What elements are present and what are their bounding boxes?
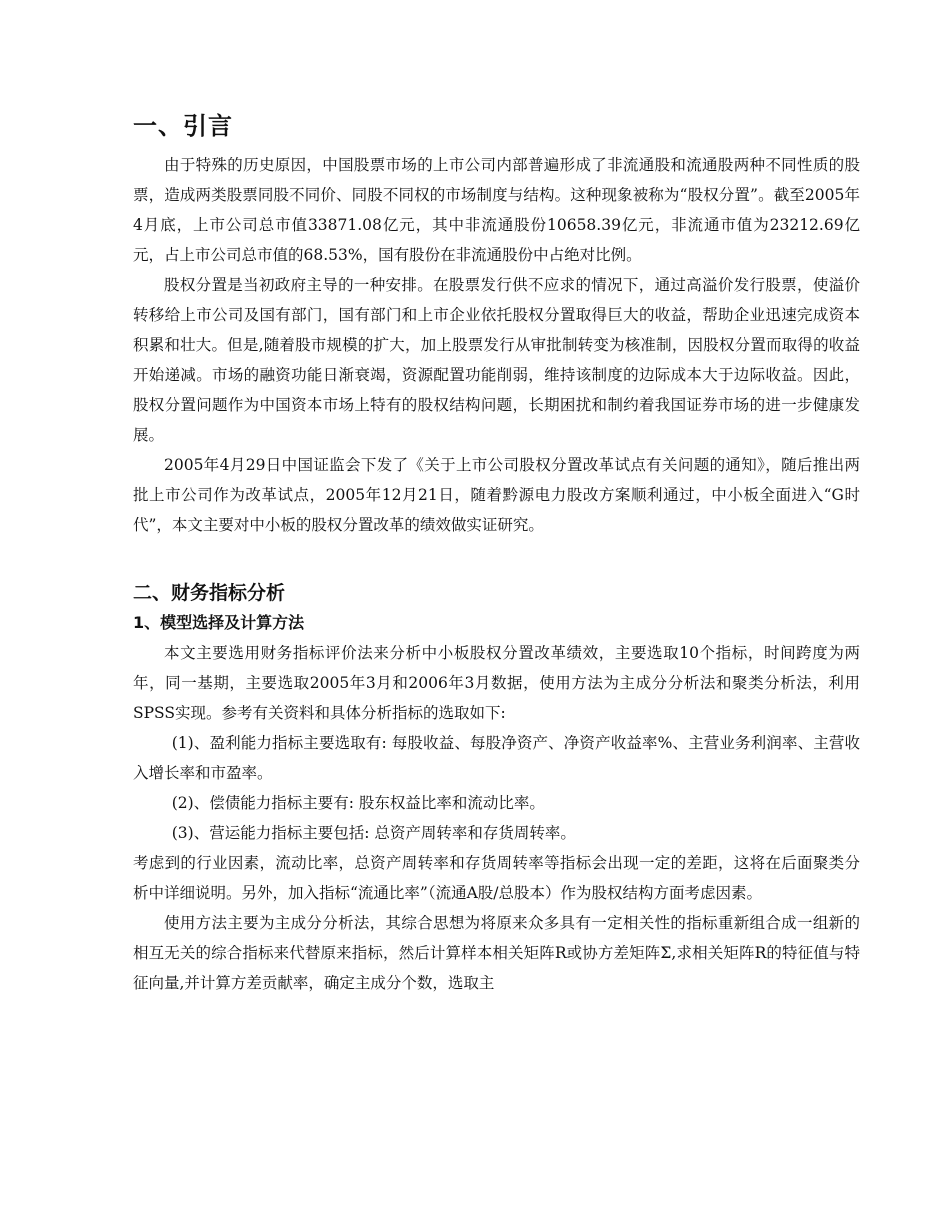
method-intro-paragraph: 本文主要选用财务指标评价法来分析中小板股权分置改革绩效，主要选取10个指标，时间跨度为两年，同一基期，主要选取2005年3月和2006年3月数据，使用方法为主成分分析法和聚类分析法，利用SPSS实现。参考有关资料和具体分析指标的选取如下: [133,644,860,722]
subsection-heading: 1、模型选择及计算方法 [133,613,305,632]
section-1-heading: 一、引言 [133,112,233,140]
intro-paragraph-2: 股权分置是当初政府主导的一种安排。在股票发行供不应求的情况下，通过高溢价发行股票，使溢价转移给上市公司及国有部门，国有部门和上市企业依托股权分置取得巨大的收益，帮助企业迅速完成资本积累和壮大。但是,随着股市规模的扩大，加上股票发行从审批制转变为核准制，因股权分置而取得的收益开始递减。市场的融资功能日渐衰竭，资源配置功能削弱，维持该制度的边际成本大于边际收益。因此，股权分置问题作为中国资本市场上特有的股权结构问题，长期困扰和制约着我国证券市场的进一步健康发展。 [133,276,860,444]
industry-note-paragraph: 考虑到的行业因素，流动比率，总资产周转率和存货周转率等指标会出现一定的差距，这将在后面聚类分析中详细说明。另外，加入指标“流通比率”（流通A股/总股本）作为股权结构方面考虑因素。 [133,854,860,902]
document-page [133,108,860,998]
intro-paragraph-1: 由于特殊的历史原因，中国股票市场的上市公司内部普遍形成了非流通股和流通股两种不同性质的股票，造成两类股票同股不同价、同股不同权的市场制度与结构。这种现象被称为“股权分置”。截至2005年4月底，上市公司总市值33871.08亿元，其中非流通股份10658.39亿元，非流通市值为23212.69亿元，占上市公司总市值的68.53%，国有股份在非流通股份中占绝对比例。 [133,156,860,264]
indicator-item-2: (2)、偿债能力指标主要有: 股东权益比率和流动比率。 [171,794,545,812]
indicator-item-1: (1)、盈利能力指标主要选取有: 每股收益、每股净资产、净资产收益率%、主营业务利润率、主营收入增长率和市盈率。 [133,734,860,782]
section-2-heading: 二、财务指标分析 [133,582,286,604]
pca-method-paragraph: 使用方法主要为主成分分析法，其综合思想为将原来众多具有一定相关性的指标重新组合成一组新的相互无关的综合指标来代替原来指标，然后计算样本相关矩阵R或协方差矩阵Σ,求相关矩阵R的特征值与特征向量,并计算方差贡献率，确定主成分个数，选取主 [133,914,860,992]
indicator-item-3: (3)、营运能力指标主要包括: 总资产周转率和存货周转率。 [171,824,576,842]
intro-paragraph-3: 2005年4月29日中国证监会下发了《关于上市公司股权分置改革试点有关问题的通知》，随后推出两批上市公司作为改革试点，2005年12月21日，随着黔源电力股改方案顺利通过，中小板全面进入“G时代”，本文主要对中小板的股权分置改革的绩效做实证研究。 [133,456,860,534]
